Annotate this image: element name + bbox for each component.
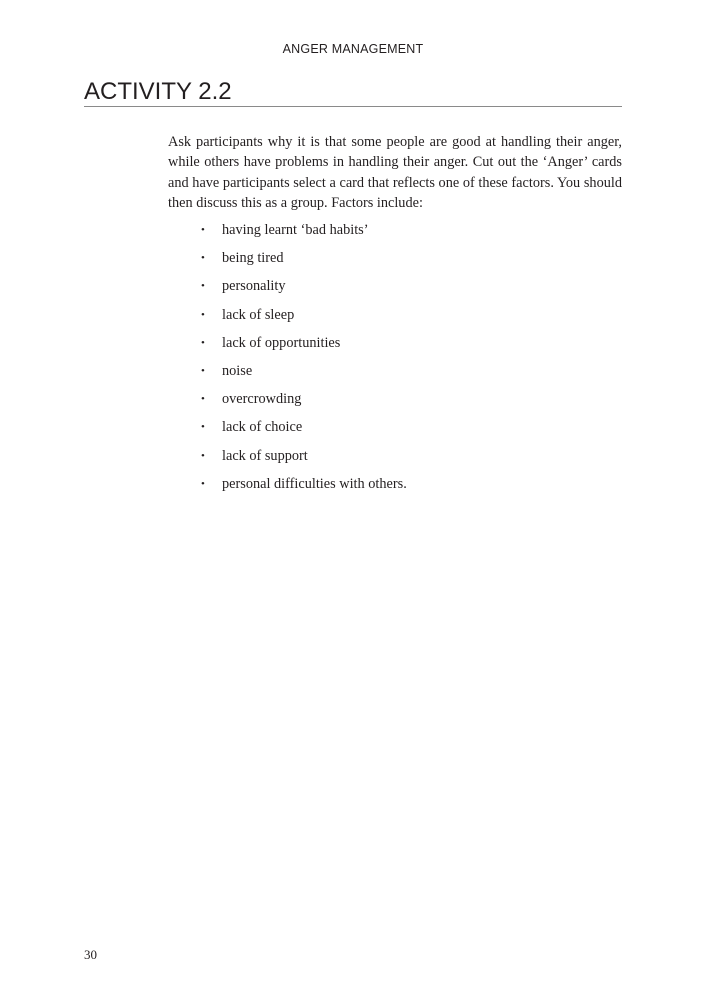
factor-text: noise <box>222 362 253 379</box>
bullet-icon: • <box>201 224 205 236</box>
list-item <box>198 360 598 388</box>
list-item <box>198 247 598 275</box>
running-head: ANGER MANAGEMENT <box>282 42 424 56</box>
bullet-icon: • <box>201 449 205 462</box>
bullet-icon: • <box>201 364 205 377</box>
bullet-icon: • <box>201 336 205 349</box>
list-item <box>198 332 598 360</box>
bullet-icon: • <box>201 252 205 265</box>
bullet-icon: • <box>201 280 205 293</box>
factor-text: having learnt ‘bad habits’ <box>222 222 369 238</box>
factor-text: personality <box>222 278 286 295</box>
factor-text: lack of support <box>222 447 308 464</box>
factor-text: lack of sleep <box>222 306 295 323</box>
factor-text: personal difficulties with others. <box>222 475 407 492</box>
bullet-icon: • <box>201 477 205 490</box>
list-item <box>198 304 598 332</box>
factor-text: lack of choice <box>222 419 303 436</box>
bullet-icon: • <box>201 421 205 434</box>
list-item <box>198 445 598 473</box>
list-item <box>198 473 598 501</box>
activity-heading: ACTIVITY 2.2 <box>84 78 622 107</box>
list-item <box>198 275 598 303</box>
bullet-icon: • <box>201 393 205 406</box>
list-item <box>198 416 598 444</box>
list-item <box>198 219 598 247</box>
factor-list <box>198 219 598 501</box>
bullet-icon: • <box>201 308 205 321</box>
factor-text: overcrowding <box>222 391 302 408</box>
page-number: 30 <box>84 947 97 962</box>
factor-text: being tired <box>222 250 284 267</box>
factor-text: lack of opportunities <box>222 334 341 351</box>
list-item <box>198 388 598 416</box>
intro-paragraph: Ask participants why it is that some people are good at handling their anger, while others have problems in handling their anger. Cut out the ‘Anger’ cards and have participants select a card that reflects one of these factors. You should then discuss this as a group. Factors include: <box>168 134 622 211</box>
